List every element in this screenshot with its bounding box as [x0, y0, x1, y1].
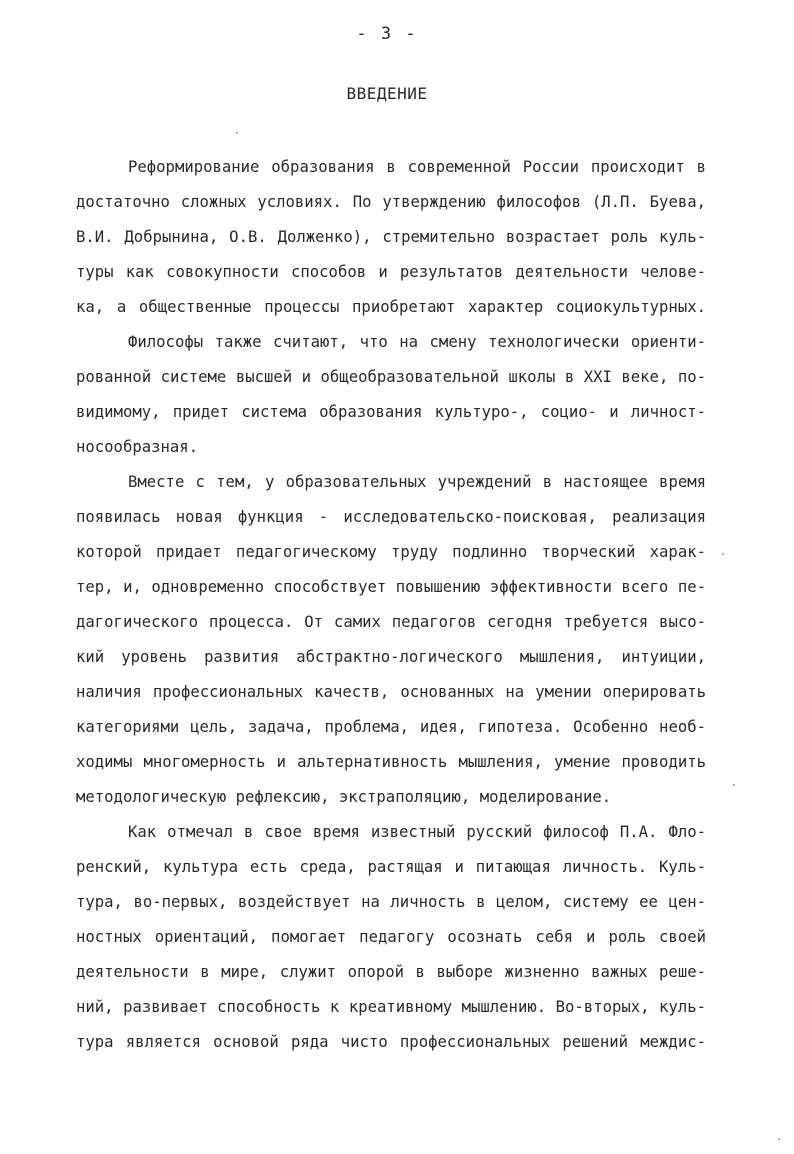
- scan-speck: [236, 132, 238, 134]
- scan-speck: [733, 784, 735, 786]
- text-line: наличия профессиональных качеств, основанных на умении оперировать: [76, 683, 706, 701]
- text-line: достаточно сложных условиях. По утверждению философов (Л.П. Буева,: [76, 193, 706, 211]
- text-line: ка, а общественные процессы приобретают характер социокультурных.: [76, 298, 706, 316]
- text-line: Философы также считают, что на смену технологически ориенти-: [128, 333, 706, 351]
- text-line: видимому, придет система образования культуро-, социо- и личност-: [76, 403, 706, 421]
- page-number: - 3 -: [356, 24, 418, 44]
- text-line: Вместе с тем, у образовательных учреждений в настоящее время: [128, 473, 706, 491]
- section-heading: ВВЕДЕНИЕ: [346, 84, 428, 103]
- text-line: рованной системе высшей и общеобразовательной школы в XXI веке, по-: [76, 368, 706, 386]
- text-line: тер, и, одновременно способствует повышению эффективности всего пе-: [76, 578, 706, 596]
- text-line: туры как совокупности способов и результатов деятельности челове-: [76, 263, 706, 281]
- text-line: дагогического процесса. От самих педагогов сегодня требуется высо-: [76, 613, 706, 631]
- scan-speck: [778, 1138, 780, 1140]
- text-line: ренский, культура есть среда, растящая и питающая личность. Куль-: [76, 858, 706, 876]
- scan-speck: [722, 553, 724, 555]
- text-line: носообразная.: [76, 438, 199, 456]
- text-line: тура является основой ряда чисто профессиональных решений междис-: [76, 1033, 706, 1051]
- text-line: ний, развивает способность к креативному мышлению. Во-вторых, куль-: [76, 998, 706, 1016]
- text-line: Как отмечал в свое время известный русский философ П.А. Фло-: [128, 823, 706, 841]
- text-line: В.И. Добрынина, О.В. Долженко), стремительно возрастает роль куль-: [76, 228, 706, 246]
- text-line: ходимы многомерность и альтернативность мышления, умение проводить: [76, 753, 706, 771]
- text-line: которой придает педагогическому труду подлинно творческий харак-: [76, 543, 706, 561]
- text-line: деятельности в мире, служит опорой в выборе жизненно важных реше-: [76, 963, 706, 981]
- text-line: ностных ориентаций, помогает педагогу осознать себя и роль своей: [76, 928, 706, 946]
- text-line: кий уровень развития абстрактно-логического мышления, интуиции,: [76, 648, 706, 666]
- text-line: тура, во-первых, воздействует на личность в целом, систему ее цен-: [76, 893, 706, 911]
- text-line: категориями цель, задача, проблема, идея, гипотеза. Особенно необ-: [76, 718, 706, 736]
- body-text: [76, 150, 706, 1060]
- text-line: появилась новая функция - исследовательско-поисковая, реализация: [76, 508, 706, 526]
- text-line: Реформирование образования в современной России происходит в: [128, 158, 706, 176]
- text-line: методологическую рефлексию, экстраполяцию, моделирование.: [76, 788, 612, 806]
